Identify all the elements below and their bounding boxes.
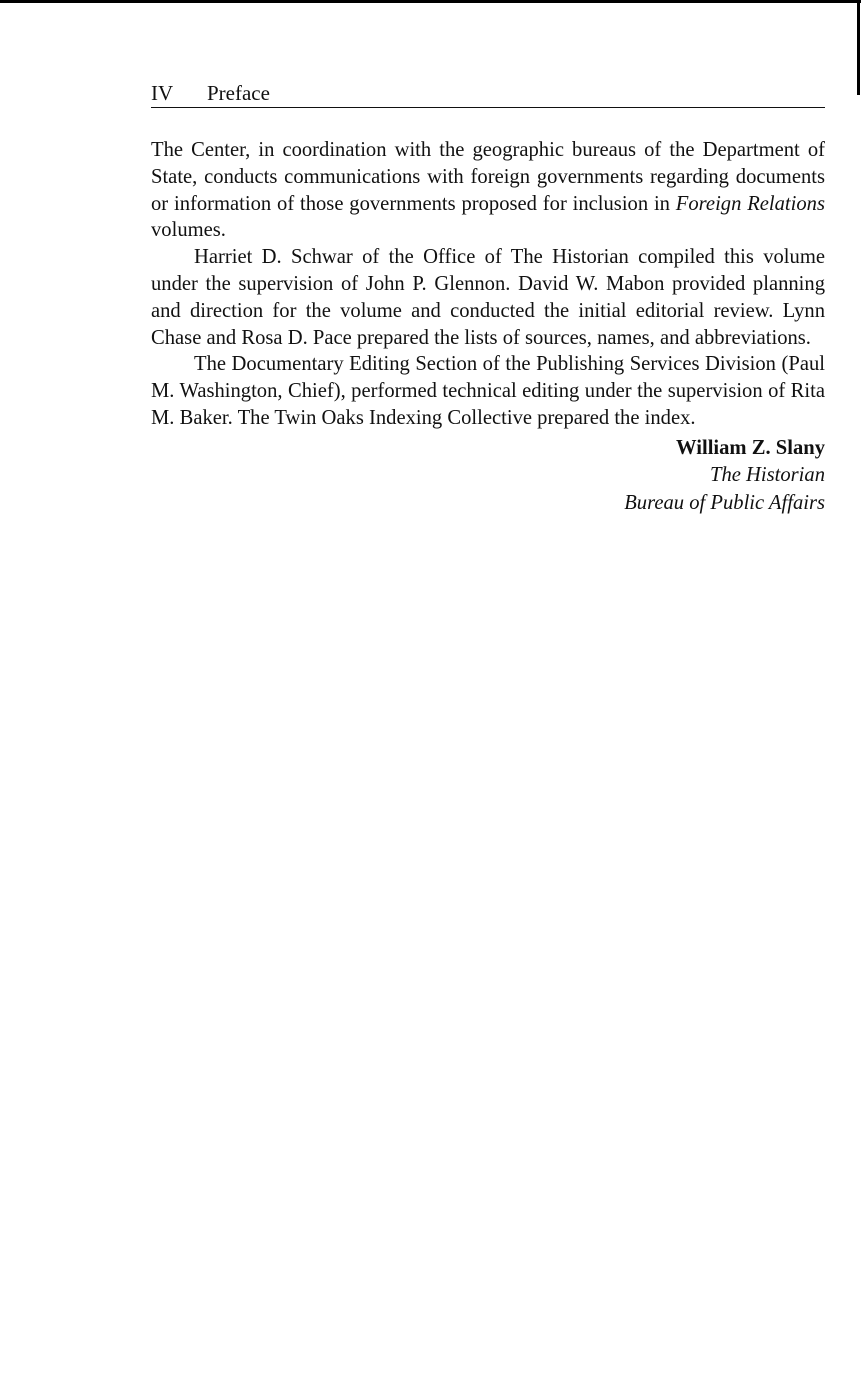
paragraph-text: volumes. — [151, 219, 226, 242]
page-right-edge — [857, 0, 860, 95]
document-page — [151, 80, 825, 517]
preface-body — [151, 137, 825, 432]
signatory-name: William Z. Slany — [676, 436, 825, 459]
signatory-office: Bureau of Public Affairs — [624, 491, 825, 514]
page-number: IV — [151, 81, 174, 105]
signature-block — [151, 435, 825, 518]
paragraph-center-coordination — [151, 137, 825, 244]
paragraph-text: The Center, in coordination with the geographic bureaus of the Department of State, conducts communications with foreign governments regarding documents or information of those governments proposed for inclusion in — [151, 139, 825, 215]
paragraph-compilers: Harriet D. Schwar of the Office of The Historian compiled this volume under the supervision of John P. Glennon. David W. Mabon provided planning and direction for the volume and conducted the initial editorial review. Lynn Chase and Rosa D. Pace prepared the lists of sources, names, and abbreviations. — [151, 246, 825, 349]
italic-publication-title: Foreign Relations — [675, 192, 825, 215]
signatory-title: The Historian — [710, 464, 825, 487]
section-title: Preface — [207, 81, 270, 105]
running-head — [151, 80, 825, 108]
page-top-edge — [0, 0, 861, 3]
paragraph-editing: The Documentary Editing Section of the Publishing Services Division (Paul M. Washington, Chief), performed technical editing under the supervision of Rita M. Baker. The Twin Oaks Indexing Collective prepared the index. — [151, 353, 825, 429]
